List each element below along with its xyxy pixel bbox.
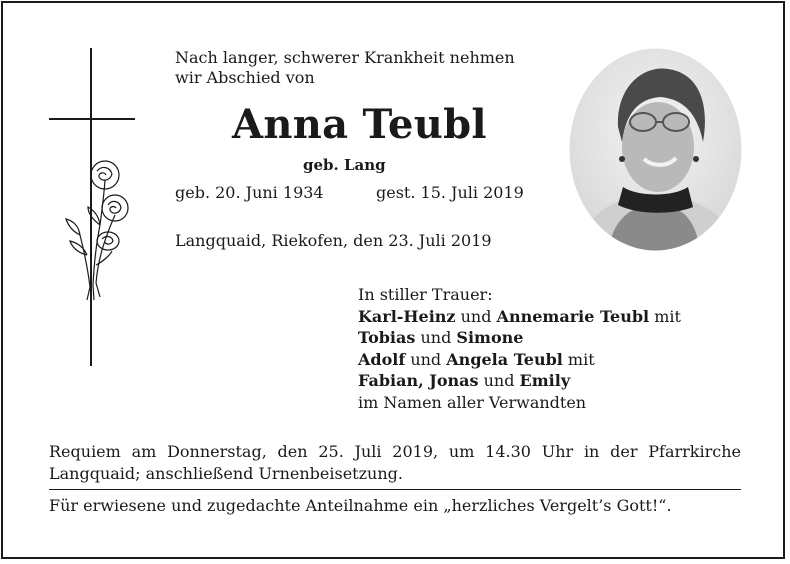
joiner: und	[415, 328, 457, 347]
death-date: gest. 15. Juli 2019	[376, 183, 524, 202]
portrait-photo	[568, 47, 743, 252]
mourners-block	[358, 284, 681, 413]
joiner: und	[478, 371, 520, 390]
maiden-name: geb. Lang	[303, 156, 386, 174]
intro-text	[175, 48, 515, 88]
mourners-line	[358, 370, 681, 392]
mourners-line	[358, 306, 681, 328]
joiner: mit	[649, 306, 681, 326]
joiner: und	[455, 306, 497, 326]
divider	[49, 489, 741, 490]
mourners-line	[358, 327, 681, 349]
deceased-name: Anna Teubl	[232, 101, 487, 148]
mourner-name: Annemarie Teubl	[496, 306, 650, 326]
mourner-name: Tobias	[358, 328, 416, 347]
mourners-line: im Namen aller Verwandten	[358, 392, 587, 412]
mourner-name: Adolf	[358, 349, 406, 369]
mourner-name: Fabian, Jonas	[358, 371, 479, 390]
mourners-line	[358, 349, 681, 371]
place-date: Langquaid, Riekofen, den 23. Juli 2019	[175, 231, 492, 250]
thanks-text: Für erwiesene und zugedachte Anteilnahme ein „herzliches Vergelt’s Gott!“.	[49, 496, 672, 515]
requiem-text: Requiem am Donnerstag, den 25. Juli 2019, um 14.30 Uhr in der Pfarrkirche Langquaid; anschließend Urnenbeisetzung.	[49, 442, 741, 483]
birth-date: geb. 20. Juni 1934	[175, 183, 324, 202]
mourner-name: Simone	[456, 328, 524, 347]
mourner-name: Emily	[519, 371, 571, 390]
cross-icon-bar	[49, 118, 135, 120]
mourners-heading: In stiller Trauer:	[358, 285, 493, 304]
intro-line: wir Abschied von	[175, 68, 315, 87]
mourner-name: Karl-Heinz	[358, 306, 456, 326]
joiner: mit	[562, 349, 595, 369]
mourner-name: Angela Teubl	[446, 349, 563, 369]
intro-line: Nach langer, schwerer Krankheit nehmen	[175, 48, 515, 67]
rose-icon	[60, 155, 130, 300]
joiner: und	[405, 349, 447, 369]
